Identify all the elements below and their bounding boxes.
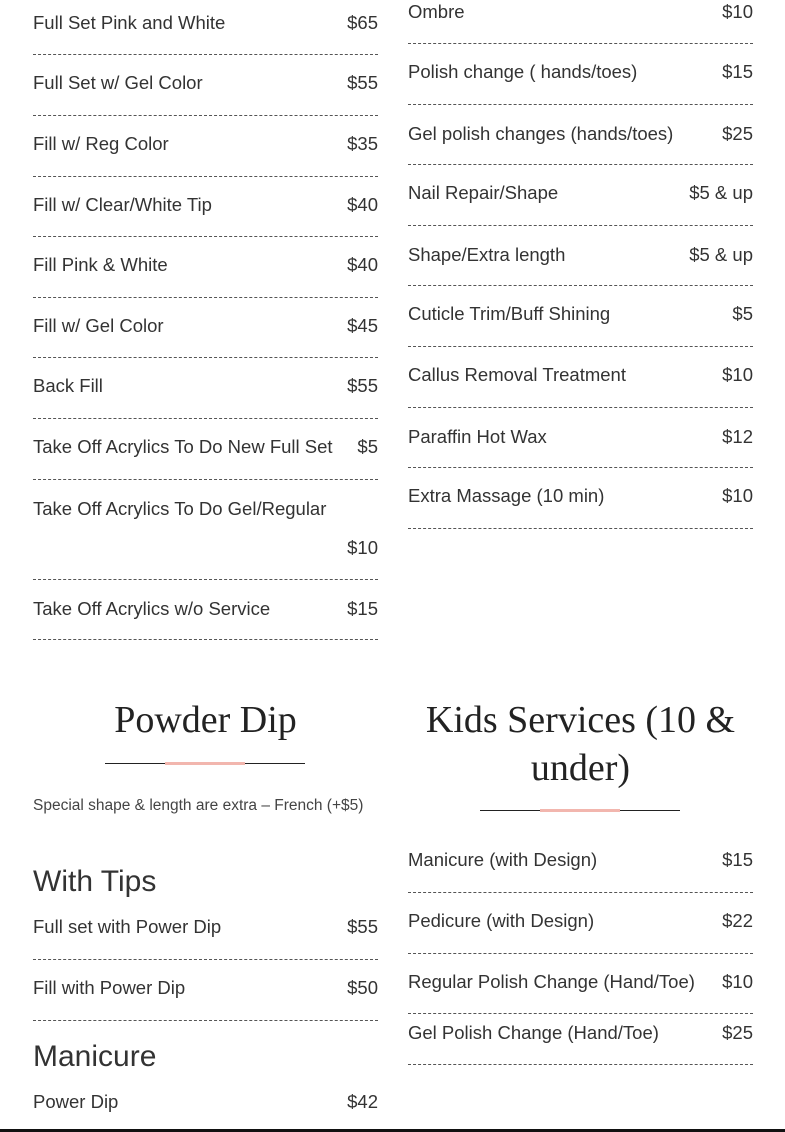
list-item	[408, 408, 753, 468]
service-price: $55	[347, 916, 378, 937]
service-name: Fill with Power Dip	[33, 977, 186, 998]
list-item	[408, 1014, 753, 1065]
service-price: $5 & up	[689, 182, 753, 203]
service-name: Paraffin Hot Wax	[408, 426, 547, 447]
service-name: Full Set w/ Gel Color	[33, 72, 203, 93]
list-item	[408, 954, 753, 1014]
list-item	[408, 44, 753, 105]
manicure-list	[33, 1078, 378, 1123]
list-item	[408, 836, 753, 893]
list-item	[33, 1078, 378, 1123]
service-name: Power Dip	[33, 1091, 119, 1112]
list-item	[33, 419, 378, 480]
service-price: $12	[722, 426, 753, 447]
list-item	[33, 960, 378, 1021]
list-item	[33, 480, 378, 580]
service-name: Regular Polish Change (Hand/Toe)	[408, 971, 695, 992]
list-item	[33, 903, 378, 960]
service-price: $5 & up	[689, 244, 753, 265]
service-price: $55	[347, 72, 378, 93]
service-price: $15	[722, 849, 753, 870]
service-name: Fill Pink & White	[33, 254, 168, 275]
service-price: $35	[347, 133, 378, 154]
service-name: Full Set Pink and White	[33, 12, 226, 33]
service-name: Manicure (with Design)	[408, 849, 598, 870]
service-price: $10	[722, 1, 753, 22]
service-price: $42	[347, 1091, 378, 1112]
list-item	[33, 237, 378, 298]
list-item	[408, 0, 753, 44]
service-name: Cuticle Trim/Buff Shining	[408, 303, 611, 324]
service-price: $25	[722, 1022, 753, 1043]
service-name: Callus Removal Treatment	[408, 364, 626, 385]
powder-dip-title: Powder Dip	[114, 699, 297, 741]
with-tips-heading: With Tips	[33, 865, 157, 898]
list-item	[408, 286, 753, 347]
powder-dip-divider	[105, 763, 305, 764]
kids-services-title: Kids Services (10 & under)	[425, 699, 736, 789]
divider-accent	[165, 762, 245, 765]
service-price: $15	[347, 598, 378, 619]
kids-services-divider	[480, 810, 680, 811]
list-item	[408, 347, 753, 408]
service-price: $10	[722, 364, 753, 385]
service-name: Ombre	[408, 1, 465, 22]
service-price: $10	[722, 485, 753, 506]
list-item	[33, 55, 378, 116]
service-name: Gel polish changes (hands/toes)	[408, 123, 674, 144]
service-name: Fill w/ Clear/White Tip	[33, 194, 212, 215]
service-name: Gel Polish Change (Hand/Toe)	[408, 1022, 659, 1043]
service-price: $40	[347, 254, 378, 275]
left-top-list	[33, 0, 378, 640]
service-price: $5	[357, 436, 378, 457]
service-name: Take Off Acrylics To Do Gel/Regular	[33, 498, 327, 519]
service-price: $10	[347, 537, 378, 558]
right-top-list	[408, 0, 753, 529]
service-name: Shape/Extra length	[408, 244, 566, 265]
service-name: Take Off Acrylics w/o Service	[33, 598, 271, 619]
service-price: $50	[347, 977, 378, 998]
service-name: Take Off Acrylics To Do New Full Set	[33, 436, 333, 457]
service-price: $22	[722, 910, 753, 931]
list-item	[408, 165, 753, 226]
divider-accent	[540, 809, 620, 812]
service-price: $65	[347, 12, 378, 33]
manicure-heading: Manicure	[33, 1040, 157, 1073]
powder-dip-note: Special shape & length are extra – French (+$5)	[33, 797, 364, 814]
service-price: $25	[722, 123, 753, 144]
with-tips-list	[33, 903, 378, 1021]
list-item	[33, 298, 378, 358]
list-item	[33, 580, 378, 640]
service-price: $10	[722, 971, 753, 992]
list-item	[33, 116, 378, 177]
list-item	[408, 893, 753, 954]
kids-services-list	[408, 836, 753, 1065]
service-price: $5	[732, 303, 753, 324]
service-price: $55	[347, 375, 378, 396]
service-name: Nail Repair/Shape	[408, 182, 559, 203]
service-name: Extra Massage (10 min)	[408, 485, 605, 506]
service-price: $40	[347, 194, 378, 215]
service-name: Full set with Power Dip	[33, 916, 222, 937]
service-name: Back Fill	[33, 375, 103, 396]
list-item	[33, 0, 378, 55]
service-name: Pedicure (with Design)	[408, 910, 595, 931]
list-item	[33, 358, 378, 419]
list-item	[408, 468, 753, 529]
list-item	[408, 226, 753, 286]
service-price: $45	[347, 315, 378, 336]
service-name: Polish change ( hands/toes)	[408, 61, 638, 82]
list-item	[33, 177, 378, 237]
list-item	[408, 105, 753, 165]
service-name: Fill w/ Gel Color	[33, 315, 164, 336]
service-name: Fill w/ Reg Color	[33, 133, 169, 154]
service-price: $15	[722, 61, 753, 82]
